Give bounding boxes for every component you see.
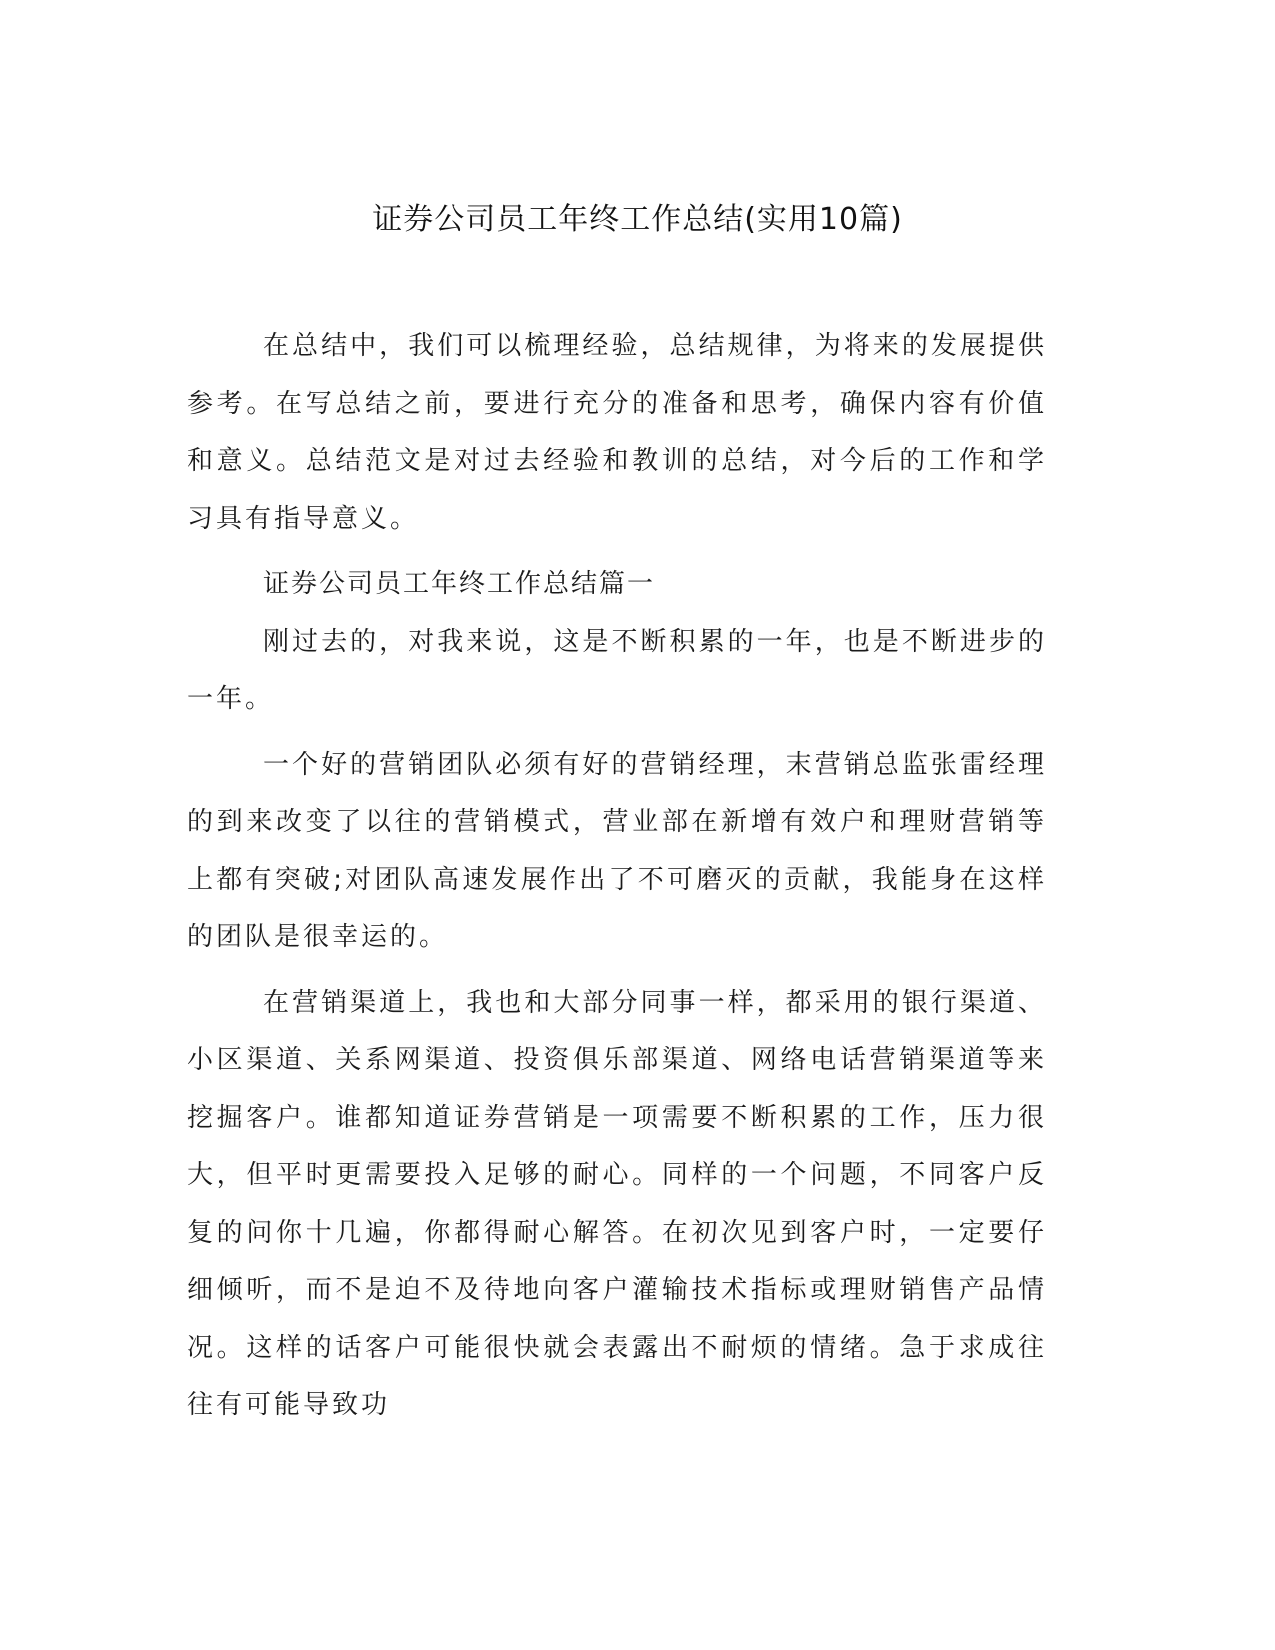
body-paragraph-1: 刚过去的，对我来说，这是不断积累的一年，也是不断进步的一年。 [187, 626, 1047, 714]
body-paragraph-2: 一个好的营销团队必须有好的营销经理，末营销总监张雷经理的到来改变了以往的营销模式，营业部在新增有效户和理财营销等上都有突破;对团队高速发展作出了不可磨灭的贡献，我能身在这样的团队是很幸运的。 [187, 749, 1047, 952]
document-body [187, 318, 1047, 1435]
section-heading: 证券公司员工年终工作总结篇一 [263, 569, 656, 599]
document-title: 证券公司员工年终工作总结(实用10篇) [372, 202, 903, 237]
body-paragraph-3: 在营销渠道上，我也和大部分同事一样，都采用的银行渠道、小区渠道、关系网渠道、投资俱乐部渠道、网络电话营销渠道等来挖掘客户。谁都知道证券营销是一项需要不断积累的工作，压力很大，但平时更需要投入足够的耐心。同样的一个问题，不同客户反复的问你十几遍，你都得耐心解答。在初次见到客户时，一定要仔细倾听，而不是迫不及待地向客户灌输技术指标或理财销售产品情况。这样的话客户可能很快就会表露出不耐烦的情绪。急于求成往往有可能导致功 [187, 987, 1047, 1420]
intro-paragraph: 在总结中，我们可以梳理经验，总结规律，为将来的发展提供参考。在写总结之前，要进行充分的准备和思考，确保内容有价值和意义。总结范文是对过去经验和教训的总结，对今后的工作和学习具有指导意义。 [187, 331, 1047, 534]
